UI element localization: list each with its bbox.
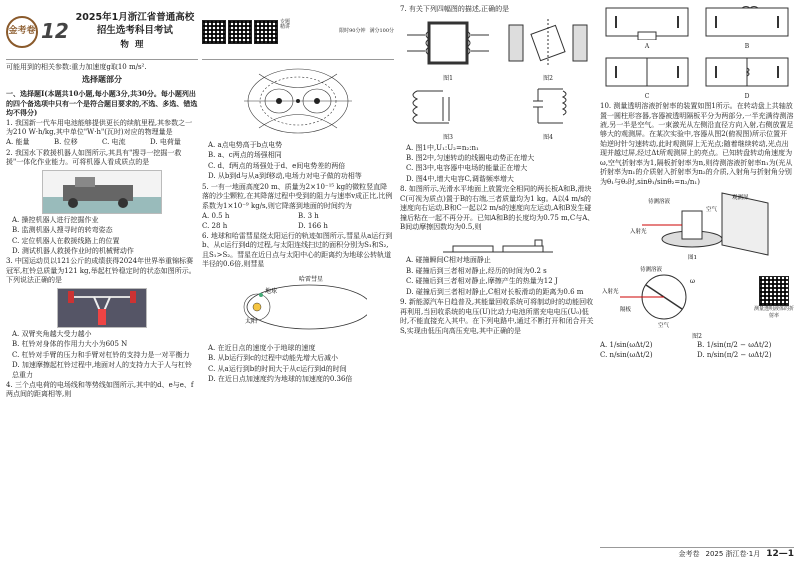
qr-code — [228, 20, 252, 44]
q3-option-b: B. 杠铃对身体的作用力大小为605 N — [12, 340, 128, 349]
q9-circuit-c — [600, 54, 694, 102]
q7-fig1 — [400, 15, 496, 83]
q3-option-d: D. 加速摩擦起杠铃过程中,地面对人的支持力大于人与杠铃总重力 — [12, 361, 193, 379]
brand-logo: 金考卷 — [6, 16, 38, 48]
solution-label: 待测溶液 — [648, 199, 671, 205]
full-score: 满分100分 — [369, 28, 394, 35]
q6-option-c: C. 从a运行到b的时间大于从c运行到d的时间 — [208, 364, 347, 373]
q3-option-a: A. 双臂夹角越大受力越小 — [12, 329, 92, 338]
q2-option-d: D. 测试机器人救援作业时的机械臂动作 — [12, 247, 134, 256]
q9-circuit-d — [700, 54, 794, 102]
column-4 — [600, 4, 794, 543]
footer-info: 2025 浙江卷·1月 — [705, 549, 761, 558]
q2-stem: 2. 我国水下救援机器人如图所示,其具有"搜寻一挖掘一救援"一体化作业能力。可将机器人看成质点的是 — [6, 148, 182, 167]
subject-name: 物理 — [120, 39, 150, 50]
qr-code — [254, 20, 278, 44]
halley-orbit-diagram — [229, 273, 367, 341]
q10-figure-2-row — [600, 263, 794, 333]
q10-qr-block — [754, 276, 794, 320]
q7-fig4 — [500, 83, 596, 143]
option-a-label: A — [644, 43, 650, 51]
q7-option-b: B. 图2中,匀速转动的线圈电动势正在增大 — [406, 153, 535, 162]
q9-circuit-options — [600, 4, 794, 101]
fig2-incident-label: 入射光 — [602, 289, 619, 295]
paper-number: 12 — [41, 19, 69, 43]
figure1-label: 图1 — [688, 255, 697, 261]
column-2 — [202, 4, 394, 543]
q5-option-a: A. 0.5 h — [202, 212, 230, 221]
q1-option-d: D. 电荷量 — [150, 138, 181, 147]
figure2-label: 图2 — [692, 333, 702, 340]
circuit-c-diagram — [602, 54, 692, 90]
fig1-label: 图1 — [443, 74, 453, 82]
q8-option-d: D. 碰撞后到三者相对静止,C相对长板滑动的距离为0.6 m — [406, 287, 584, 296]
option-d-label: D — [744, 92, 750, 100]
q5-option-c: C. 28 h — [202, 221, 228, 230]
q2-option-c: C. 定位机器人在救援线路上的位置 — [12, 236, 120, 245]
fig2-partition-label: 隔板 — [620, 307, 632, 313]
q6-figure — [228, 272, 368, 342]
header-right — [202, 4, 394, 60]
q5-stem: 5. 一有一地面高度20 m、质量为2×10⁻¹⁵ kg的微粒竖直降落的沙尘颗粒,在其降落过程中受到的阻力与速率v成正比,比例系数为1×10⁻⁹ kg/s,则它降落到地面的时间约为 — [202, 182, 393, 210]
time-limit: 限时90分钟 — [339, 28, 366, 35]
q1-options — [6, 138, 198, 147]
q10-options-row-1 — [600, 341, 794, 350]
earth-label: 地球 — [265, 287, 278, 295]
circuit-d-diagram — [702, 54, 792, 90]
option-c-label: C — [644, 92, 650, 100]
q8-figure — [443, 234, 553, 254]
q6-option-d: D. 在近日点加速度约为地球的加速度的0.36倍 — [208, 375, 353, 383]
q5-options-row-2 — [202, 222, 394, 231]
q10-option-a: A. 1/sin(ωΔt/2) — [600, 341, 653, 350]
refraction-setup-diagram — [622, 189, 772, 261]
halley-label: 哈雷彗星 — [299, 275, 324, 283]
title-line-2: 招生选考科目考试 — [96, 24, 173, 36]
q3-figure — [57, 288, 147, 328]
footer-brand: 金考卷 — [678, 549, 700, 558]
transformer-diagram — [403, 15, 493, 71]
option-b-label: B — [744, 43, 750, 51]
q7-figures-top — [400, 15, 596, 83]
q7-fig3 — [400, 83, 496, 143]
weightlifter-image — [58, 289, 146, 327]
q4-option-a: A. a点电势高于b点电势 — [208, 141, 283, 149]
q8-option-b: B. 碰撞后到三者相对静止,经历的时间为0.2 s — [406, 266, 547, 275]
q5-options-row-1 — [202, 212, 394, 221]
q4-option-b: B. a、c两点的场强相同 — [208, 151, 282, 160]
refraction-topview-diagram — [600, 263, 720, 333]
q3-option-c: C. 杠铃对手臂的压力和手臂对杠铃的支持力是一对平衡力 — [12, 350, 190, 359]
q5-option-d: D. 166 h — [298, 221, 328, 230]
rotating-coil-diagram — [503, 15, 593, 71]
q6-option-b: B. 从b运行到c的过程中动能先增大后减小 — [208, 354, 338, 363]
q9-stem: 9. 新能源汽车日趋普及,其能量回收系统可将制动时的动能回收再利用,当回收系统的电压(U)比动力电池所需充电电压(U₀)低时,不能直接充入其中。在下列电路中,通过不断打开和闭合开关S,实现由低压向高压充电,其中正确的是 — [400, 298, 594, 335]
q6-option-a: A. 在近日点的速度小于地球的速度 — [208, 343, 316, 352]
qr-code — [202, 20, 226, 44]
q7-option-c: C. 图3中,电容器中电场的能量正在增大 — [406, 164, 528, 173]
column-3 — [400, 4, 596, 543]
q7-stem: 7. 有关下列四幅图的描述,正确的是 — [400, 5, 510, 13]
fig2-solution-label: 待测溶液 — [640, 267, 663, 273]
qr-code[interactable] — [759, 276, 789, 306]
q8-stem: 8. 如图所示,光滑水平地面上放置完全相同的两长板A和B,滑块C(可视为质点)置于B的右端,三者质量均为1 kg。A以4 m/s的速度向右运动,B和C一起以2 m/s的速度向左运动,A和B发生碰撞后粘在一起不再分开。已知A和B的长度均为0.75 m,C与A、B间动摩擦因数均为0.5,则 — [400, 185, 595, 231]
q8-option-c: C. 碰撞后到三者相对静止,摩擦产生的热量为12 J — [406, 277, 558, 286]
q10-option-c: C. n/sin(ωΔt/2) — [600, 350, 653, 359]
title-line-1: 2025年1月浙江省普通高校 — [75, 11, 195, 23]
q7-option-a: A. 图1中,U₁:U₂=n₂:n₁ — [406, 143, 479, 152]
air-label: 空气 — [706, 207, 718, 213]
qr-group — [202, 20, 290, 44]
q5-option-b: B. 3 h — [298, 212, 319, 221]
fig4-label: 图4 — [543, 134, 553, 142]
q9-circuit-b — [700, 4, 794, 52]
circuit-a-diagram — [602, 4, 692, 40]
exam-meta — [339, 28, 394, 35]
fig2-label: 图2 — [543, 74, 553, 82]
q7-option-d: D. 图4中,增大电容C,调谐频率增大 — [406, 174, 514, 183]
exam-title — [72, 12, 198, 51]
q1-stem: 1. 我国新一代车用电池能够提供更长的续航里程,其参数之一为210 W·h/kg,其中单位"W·h"(瓦时)对应的物理量是 — [6, 118, 193, 136]
q10-options-row-2 — [600, 351, 794, 360]
q10-option-d: D. n/sin(π/2 − ωΔt/2) — [697, 350, 772, 359]
q10-stem: 10. 测量透明溶液折射率的装置如图1所示。在转动盘上共轴放置一圆柱形容器,容器被透明隔板平分为两部分,一半充满待测溶液,另一半是空气。一束激光从左侧沿直径方向入射,右侧放置足够大的观测屏。在某次实验中,容器从图2(俯视图)所示位置开始逆时针匀速转动,此时观测屏上无光点;随着继续转动,光点出现并越过屏,经过Δt所观测屏上的亮点。已知转盘转动角速度为ω,空气折射率为1,隔板折射率为n,则待测溶液折射率n₁为(光从折射率为n₁的介质射入折射率为n₂的介质,入射角与折射角分别为θ₁与θ₂时,sinθ₁/sinθ₂=n₂/n₁) — [600, 102, 794, 186]
intro-note: 可能用到的相关参数:重力加速度g取10 m/s². — [6, 63, 147, 71]
incident-light-label: 入射光 — [630, 229, 647, 235]
q10-option-b: B. 1/sin(π/2 − ωΔt/2) — [697, 341, 772, 350]
q2-figure — [42, 170, 162, 214]
sun-label: 太阳 — [245, 317, 258, 325]
rescue-robot-image — [43, 171, 161, 213]
q10-qr-label: 测量透明液体的折射率 — [754, 306, 794, 319]
q4-option-d: D. 从b到d与从a到f移动,电场力对电子做的功相等 — [208, 172, 362, 181]
qr-label: 专题精讲 — [280, 18, 291, 30]
q6-stem: 6. 地球和哈雷彗星绕太阳运行的轨迹如图所示,彗星从a运行到b、从c运行到d的过程,与太阳连线扫过的面积分别为S₁和S₂,且S₁>S₂。彗星在近日点与太阳中心的距离约为地球公转轨道半径的0.6倍,则彗星 — [202, 231, 393, 269]
circuit-b-diagram — [702, 4, 792, 40]
q7-fig2 — [500, 15, 596, 83]
blocks-diagram — [443, 234, 553, 254]
coil-capacitor-diagram — [403, 83, 493, 131]
exam-header — [6, 4, 198, 60]
q10-figure-1 — [622, 189, 772, 261]
section-instructions: 一、选择题Ⅰ(本题共10小题,每小题3分,共30分。每小题列出的四个备选项中只有一个是符合题目要求的,不选、多选、错选均不得分) — [6, 89, 198, 118]
q1-option-c: C. 电流 — [102, 138, 126, 147]
screen-label: 观测屏 — [732, 195, 749, 201]
lc-circuit-diagram — [503, 83, 593, 131]
q2-option-a: A. 操控机器人进行挖掘作业 — [12, 215, 99, 224]
fig2-air-label: 空气 — [658, 323, 670, 329]
q8-option-a: A. 碰撞瞬间C相对地面静止 — [406, 256, 491, 265]
page-number: 12—1 — [766, 549, 794, 560]
q7-figures-bottom — [400, 83, 596, 143]
q4-option-c: C. d、f两点的场强处于d、e间电势差的两倍 — [208, 161, 346, 170]
column-1 — [6, 4, 198, 543]
section-title: 选择题部分 — [82, 75, 122, 85]
q3-stem: 3. 中国运动员以121公斤的成绩获得2024年世界举重锦标赛冠军,杠铃总质量为121 kg,举起杠铃稳定时的状态如图所示。下列说法正确的是 — [6, 257, 196, 285]
q4-stem: 4. 三个点电荷的电场线和等势线如图所示,其中的d、e与e、f两点间的距离相等,则 — [6, 380, 194, 399]
q2-option-b: B. 监测机器人搜寻时的转弯姿态 — [12, 226, 113, 235]
fig3-label: 图3 — [443, 134, 453, 142]
q1-option-a: A. 能量 — [6, 138, 30, 147]
q1-option-b: B. 位移 — [54, 138, 78, 147]
omega-label: ω — [690, 278, 695, 285]
field-lines-diagram — [239, 64, 357, 138]
q9-circuit-a — [600, 4, 694, 52]
page-footer — [600, 547, 794, 561]
q4-figure — [238, 63, 358, 139]
